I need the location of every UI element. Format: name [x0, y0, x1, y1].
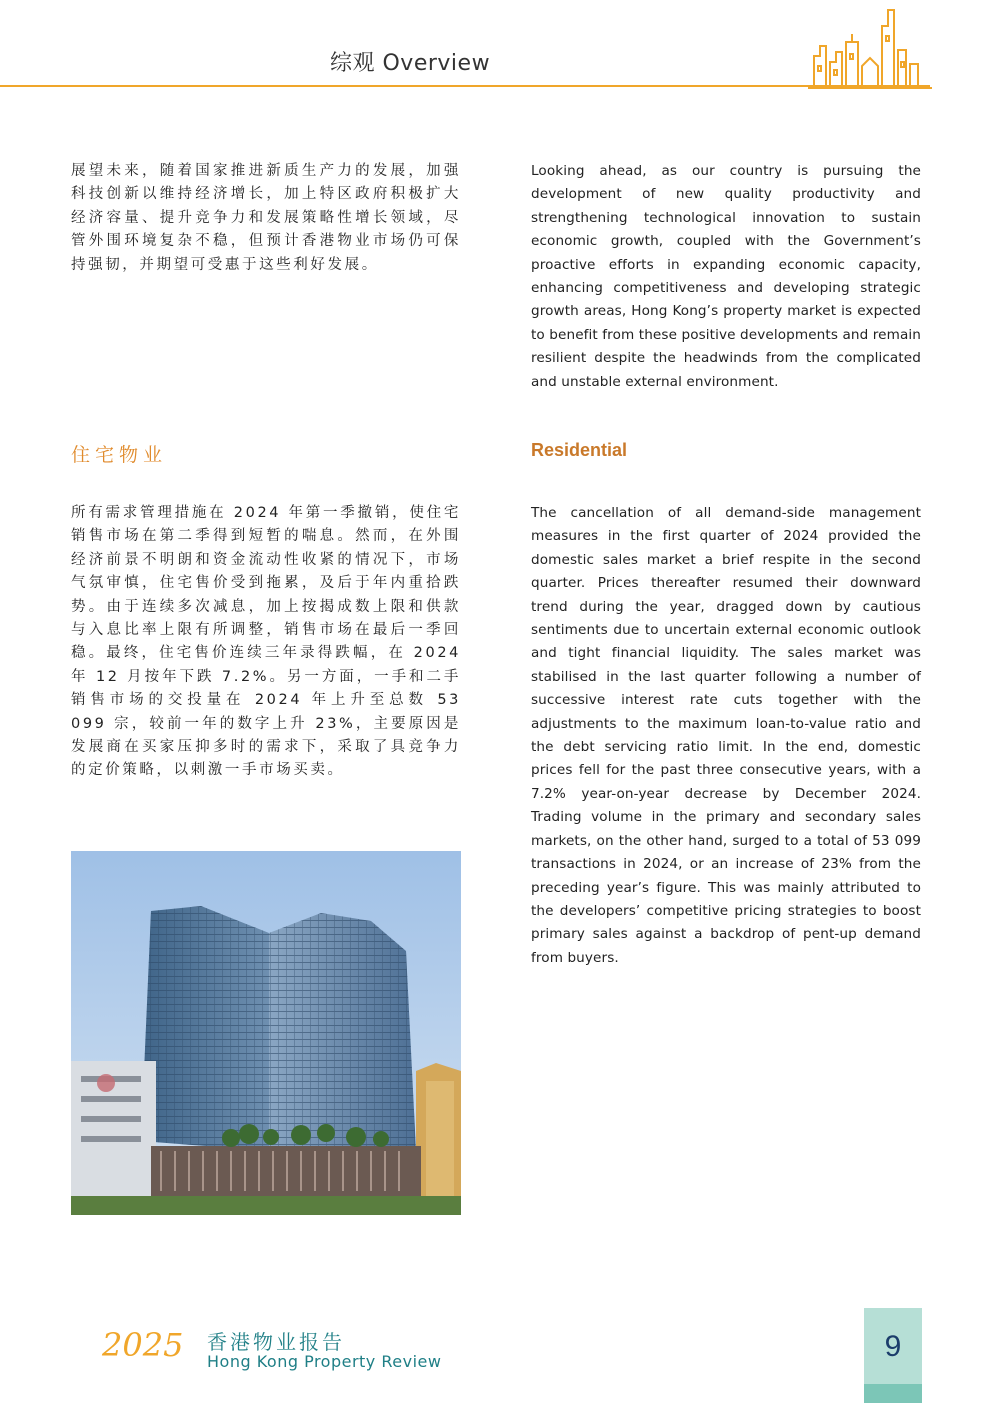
publication-title-en: Hong Kong Property Review — [207, 1352, 442, 1371]
residential-building-photo — [71, 851, 461, 1215]
intro-paragraph-zh: 展望未来，随着国家推进新质生产力的发展，加强科技创新以维持经济增长，加上特区政府积极扩大经济容量、提升竞争力和发展策略性增长领域，尽管外围环境复杂不稳，但预计香港物业市场仍可保持强韧，并期望可受惠于这些利好发展。 — [71, 163, 461, 273]
page-section-title: 综观 Overview — [330, 51, 491, 76]
city-skyline-icon — [808, 6, 932, 90]
section-heading-en: Residential — [531, 440, 628, 460]
header-divider — [0, 85, 930, 87]
page-number: 9 — [884, 1330, 902, 1363]
section-heading-zh: 住宅物业 — [71, 444, 168, 466]
year-logo — [100, 1322, 190, 1370]
svg-text:2025: 2025 — [102, 1326, 184, 1364]
intro-paragraph-en: Looking ahead, as our country is pursuing the development of new quality productivity and strengthening technological innovation to sustain economic growth, coupled with the Government’s proactive efforts in expanding economic capacity, enhancing competitiveness and developing strategic growth areas, Hong Kong’s property market is expected to benefit from these positive developments and remain resilient despite the headwinds from the complicated and unstable external environment. — [531, 163, 921, 390]
residential-paragraph-en: The cancellation of all demand-side management measures in the first quarter of 2024 provided the domestic sales market a brief respite in the second quarter. Prices thereafter resumed their downward trend during the year, dragged down by cautious sentiments due to uncertain external economic outlook and tight financial liquidity. The sales market was stabilised in the last quarter following a number of successive interest rate cuts together with the adjustments to the maximum loan-to-value ratio and the debt servicing ratio limit. In the end, domestic prices fell for the past three consecutive years, with a 7.2% year-on-year decrease by December 2024. Trading volume in the primary and secondary sales markets, on the other hand, surged to a total of 53 099 transactions in 2024, or an increase of 23% from the preceding year’s figure. This was mainly attributed to the developers’ competitive pricing strategies to boost primary sales against a backdrop of pent-up demand from buyers. — [531, 505, 921, 966]
page-number-box-accent — [864, 1384, 922, 1403]
publication-title-zh: 香港物业报告 — [207, 1330, 345, 1354]
residential-paragraph-zh: 所有需求管理措施在 2024 年第一季撤销，使住宅销售市场在第二季得到短暂的喘息。然而，在外围经济前景不明朗和资金流动性收紧的情况下，市场气氛审慎，住宅售价受到拖累，及后于年内重拾跌势。由于连续多次减息，加上按揭成数上限和供款与入息比率上限有所调整，销售市场在最后一季回稳。最终，住宅售价连续三年录得跌幅，在 2024 年 12 月按年下跌 7.2%。另一方面，一手和二手销售市场的交投量在 2024 年上升至总数 53 099 宗，较前一年的数字上升 23%，主要原因是发展商在买家压抑多时的需求下，采取了具竞争力的定价策略，以刺激一手市场买卖。 — [71, 505, 461, 779]
